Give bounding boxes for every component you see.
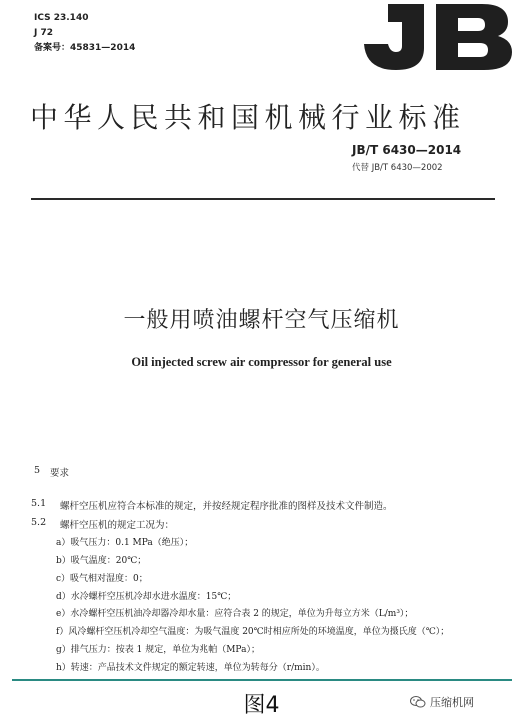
record-number: 备案号：45831—2014 <box>34 43 136 53</box>
footer-divider <box>12 679 512 681</box>
jb-logo <box>358 2 516 72</box>
document-subtitle: Oil injected screw air compressor for general use <box>131 355 392 369</box>
header-divider <box>31 198 495 200</box>
section-heading: 要求 <box>50 468 70 479</box>
list-item: h）转速：产品技术文件规定的额定转速，单位为转每分（r/min）。 <box>56 663 325 673</box>
watermark-text: 压缩机网 <box>430 696 474 709</box>
clause-number: 5.1 <box>31 498 47 509</box>
list-item: f）风冷螺杆空压机冷却空气温度：为吸气温度 20℃时相应所处的环境温度，单位为摄氏度（℃）； <box>56 627 450 637</box>
document-title: 一般用喷油螺杆空气压缩机 <box>123 308 400 333</box>
ics-code: ICS 23.140 <box>34 13 89 23</box>
list-item: d）水冷螺杆空压机冷却水进水温度：15℃； <box>56 592 237 602</box>
section-number: 5 <box>34 465 41 476</box>
list-item: g）排气压力：按表 1 规定，单位为兆帕（MPa）； <box>56 645 260 655</box>
standard-number: JB/T 6430—2014 <box>352 143 462 157</box>
clause-text: 螺杆空压机应符合本标准的规定，并按经规定程序批准的图样及技术文件制造。 <box>60 501 393 512</box>
list-item: a）吸气压力：0.1 MPa（绝压）； <box>56 538 194 548</box>
standard-title: 中华人民共和国机械行业标准 <box>30 101 466 134</box>
list-item: c）吸气相对湿度：0； <box>56 574 148 584</box>
watermark <box>410 694 474 710</box>
clause-text: 螺杆空压机的规定工况为： <box>60 520 175 531</box>
list-item: b）吸气温度：20℃； <box>56 556 147 566</box>
class-code: J 72 <box>34 28 54 38</box>
list-item: e）水冷螺杆空压机油冷却器冷却水量：应符合表 2 的规定，单位为升每立方米（L/m³）； <box>56 609 414 619</box>
wechat-icon <box>410 696 426 708</box>
clause-number: 5.2 <box>31 517 47 528</box>
figure-caption: 图4 <box>243 693 280 718</box>
replaces-note: 代替 JB/T 6430—2002 <box>352 163 443 173</box>
